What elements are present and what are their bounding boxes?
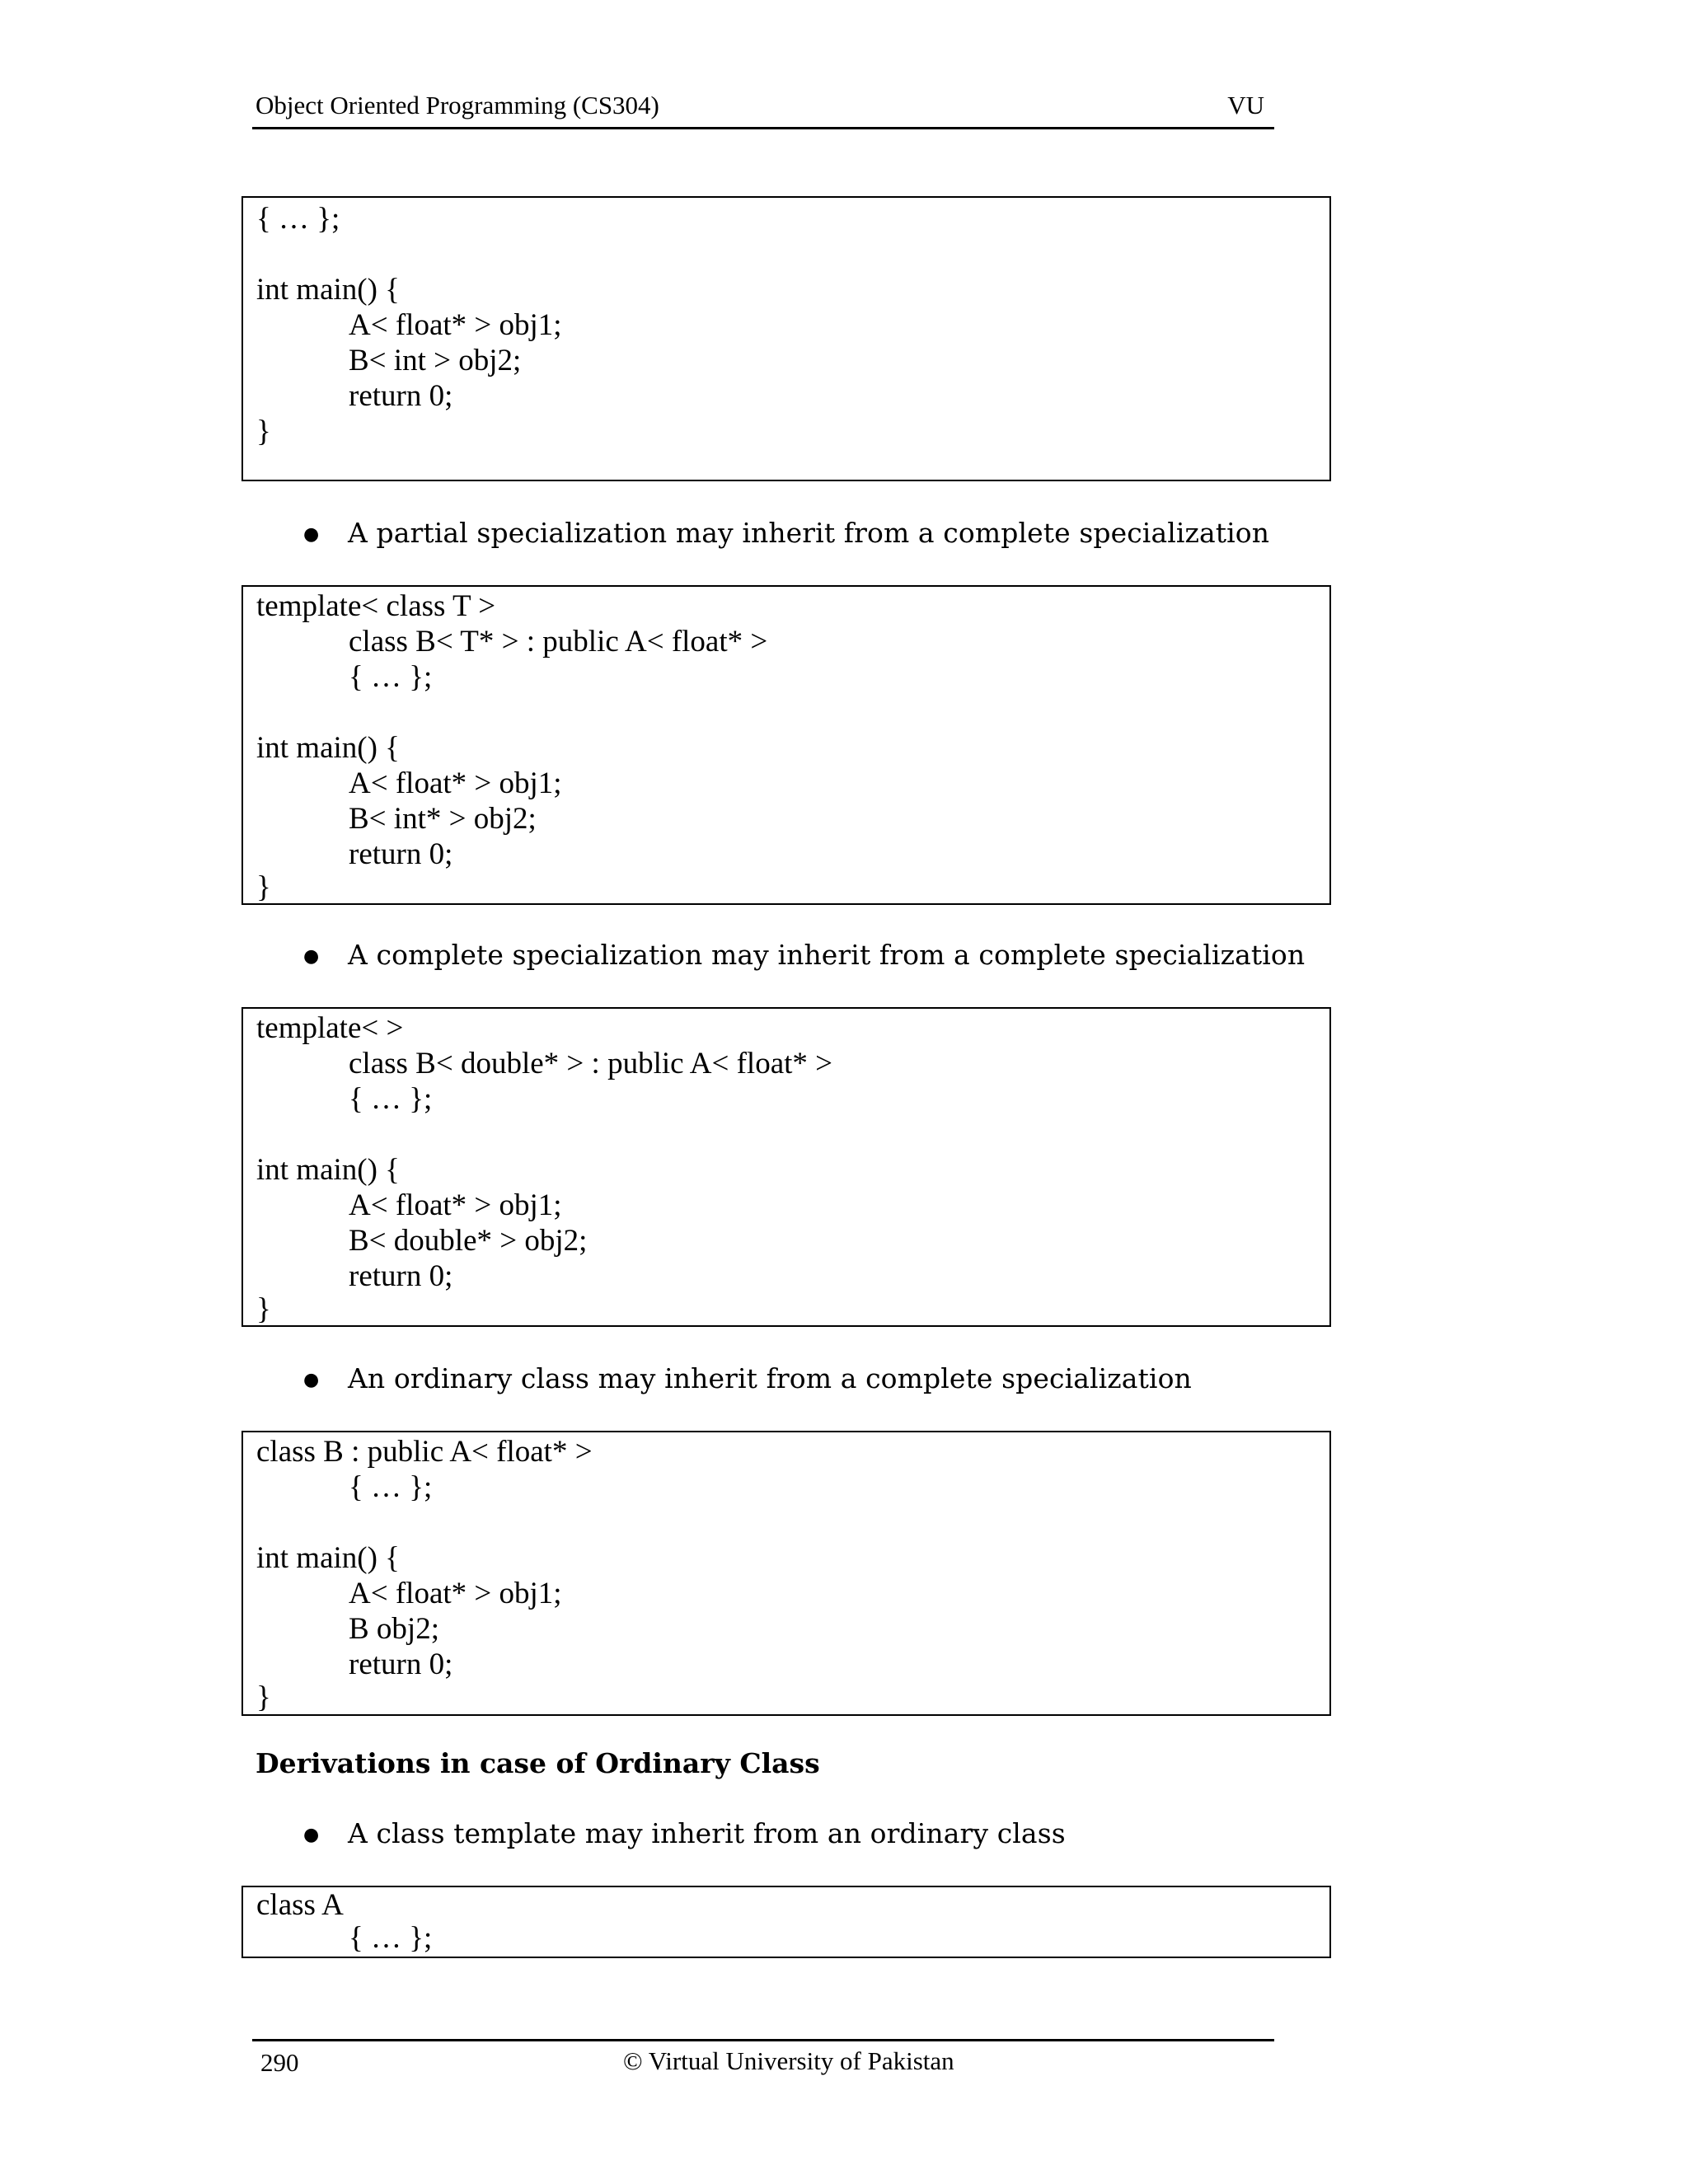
code-line: int main() { <box>256 273 400 307</box>
code-block-3 <box>241 1007 1331 1327</box>
code-line: A< float* > obj1; <box>349 1188 562 1222</box>
page-number: 290 <box>260 2048 299 2077</box>
code-line: int main() { <box>256 1153 400 1187</box>
bullet-icon: ● <box>303 524 320 545</box>
code-line: template< > <box>256 1011 404 1045</box>
institution-abbrev: VU <box>1227 91 1264 120</box>
code-line: } <box>256 870 271 904</box>
code-line: return 0; <box>349 837 453 871</box>
code-line: class B : public A< float* > <box>256 1435 593 1469</box>
page-footer <box>252 2039 1274 2077</box>
bullet-icon: ● <box>303 1825 320 1845</box>
code-line: class A <box>256 1888 344 1922</box>
code-line: return 0; <box>349 379 453 413</box>
code-line: template< class T > <box>256 589 496 623</box>
bullet-icon: ● <box>303 946 320 967</box>
code-block-5 <box>241 1886 1331 1958</box>
code-line: } <box>256 415 271 448</box>
code-line: { … }; <box>256 202 340 236</box>
code-line: } <box>256 1292 271 1326</box>
copyright-notice: © Virtual University of Pakistan <box>623 2046 954 2075</box>
code-line: A< float* > obj1; <box>349 1577 562 1610</box>
code-block-1 <box>241 196 1331 481</box>
code-line: B< double* > obj2; <box>349 1224 588 1258</box>
code-line: return 0; <box>349 1259 453 1293</box>
bullet-text: A class template may inherit from an ordinary class <box>348 1817 1066 1849</box>
section-heading: Derivations in case of Ordinary Class <box>256 1747 820 1779</box>
code-line: int main() { <box>256 731 400 765</box>
code-line: { … }; <box>349 660 433 694</box>
course-title: Object Oriented Programming (CS304) <box>256 91 659 120</box>
bullet-text: An ordinary class may inherit from a complete specialization <box>348 1362 1192 1394</box>
bullet-text: A partial specialization may inherit from a complete specialization <box>348 517 1270 549</box>
code-line: { … }; <box>349 1921 433 1955</box>
page-header <box>252 89 1274 129</box>
code-line: int main() { <box>256 1541 400 1575</box>
code-line: { … }; <box>349 1082 433 1116</box>
code-block-2 <box>241 585 1331 905</box>
code-line: { … }; <box>349 1470 433 1504</box>
code-line: } <box>256 1680 271 1714</box>
code-line: B obj2; <box>349 1612 439 1646</box>
bullet-text: A complete specialization may inherit from a complete specialization <box>348 939 1306 971</box>
code-block-4 <box>241 1431 1331 1716</box>
bullet-icon: ● <box>303 1370 320 1390</box>
code-line: return 0; <box>349 1647 453 1681</box>
code-line: class B< double* > : public A< float* > <box>349 1047 833 1080</box>
code-line: A< float* > obj1; <box>349 308 562 342</box>
code-line: class B< T* > : public A< float* > <box>349 625 768 658</box>
code-line: B< int* > obj2; <box>349 802 537 836</box>
code-line: A< float* > obj1; <box>349 766 562 800</box>
code-line: B< int > obj2; <box>349 344 522 377</box>
